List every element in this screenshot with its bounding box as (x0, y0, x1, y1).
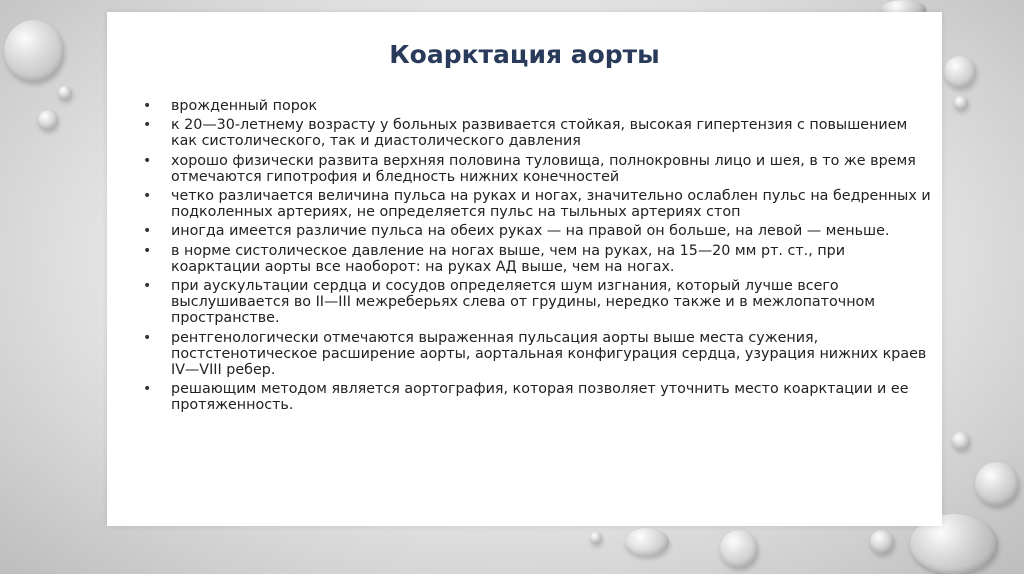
bullet-item (143, 153, 933, 185)
bullet-icon: • (143, 152, 152, 169)
water-drop-decoration (4, 20, 64, 82)
bullet-text: при аускультации сердца и сосудов определяется шум изгнания, который лучше всего выслушивается во II—III межреберьях слева от грудины, нередко также и в межлопаточном пространстве. (171, 278, 876, 327)
bullet-icon: • (143, 329, 152, 346)
bullet-item (143, 223, 933, 239)
water-drop-decoration (590, 532, 602, 544)
water-drop-decoration (975, 462, 1019, 506)
water-drop-decoration (38, 110, 58, 130)
bullet-text: иногда имеется различие пульса на обеих руках — на правой он больше, на левой — меньше. (171, 223, 890, 240)
bullet-icon: • (143, 188, 152, 205)
bullet-icon: • (143, 381, 152, 398)
bullet-icon: • (143, 242, 152, 259)
bullet-item (143, 381, 933, 413)
bullet-item (143, 117, 933, 149)
bullet-text: решающим методом является аортография, которая позволяет уточнить место коарктации и ее протяженность. (171, 381, 909, 414)
water-drop-decoration (58, 86, 72, 100)
bullet-text: хорошо физически развита верхняя половина туловища, полнокровны лицо и шея, в то же время отмечаются гипотрофия и бледность нижних конечностей (171, 152, 916, 185)
bullet-icon: • (143, 223, 152, 240)
water-drop-decoration (625, 528, 669, 556)
bullet-text: четко различается величина пульса на руках и ногах, значительно ослаблен пульс на бедренных и подколенных артериях, не определяется пульс на тыльных артериях стоп (171, 188, 931, 221)
water-drop-decoration (944, 56, 976, 88)
bullet-icon: • (143, 278, 152, 295)
bullet-icon: • (143, 98, 152, 114)
bullet-icon: • (143, 117, 152, 134)
bullet-list (143, 98, 933, 417)
bullet-item (143, 98, 933, 114)
bullet-item (143, 278, 933, 327)
slide (107, 12, 942, 526)
bullet-item (143, 188, 933, 220)
bullet-text: рентгенологически отмечаются выраженная пульсация аорты выше места сужения, постстенотическое расширение аорты, аортальная конфигурация сердца, узурация нижних краев IV—VIII ребер. (171, 329, 927, 379)
water-drop-decoration (720, 530, 758, 568)
bullet-text: в норме систолическое давление на ногах выше, чем на руках, на 15—20 мм рт. ст., при коарктации аорты все наоборот: на руках АД выше, чем на ногах. (171, 242, 846, 275)
water-drop-decoration (954, 96, 968, 110)
bullet-text: к 20—30-летнему возрасту у больных развивается стойкая, высокая гипертензия с повышением как систолического, так и диастолического давления (171, 117, 908, 150)
slide-title: Коарктация аорты (389, 40, 660, 69)
bullet-text: врожденный порок (171, 98, 318, 114)
bullet-item (143, 243, 933, 275)
bullet-item (143, 330, 933, 379)
water-drop-decoration (952, 432, 970, 450)
water-drop-decoration (870, 530, 894, 554)
